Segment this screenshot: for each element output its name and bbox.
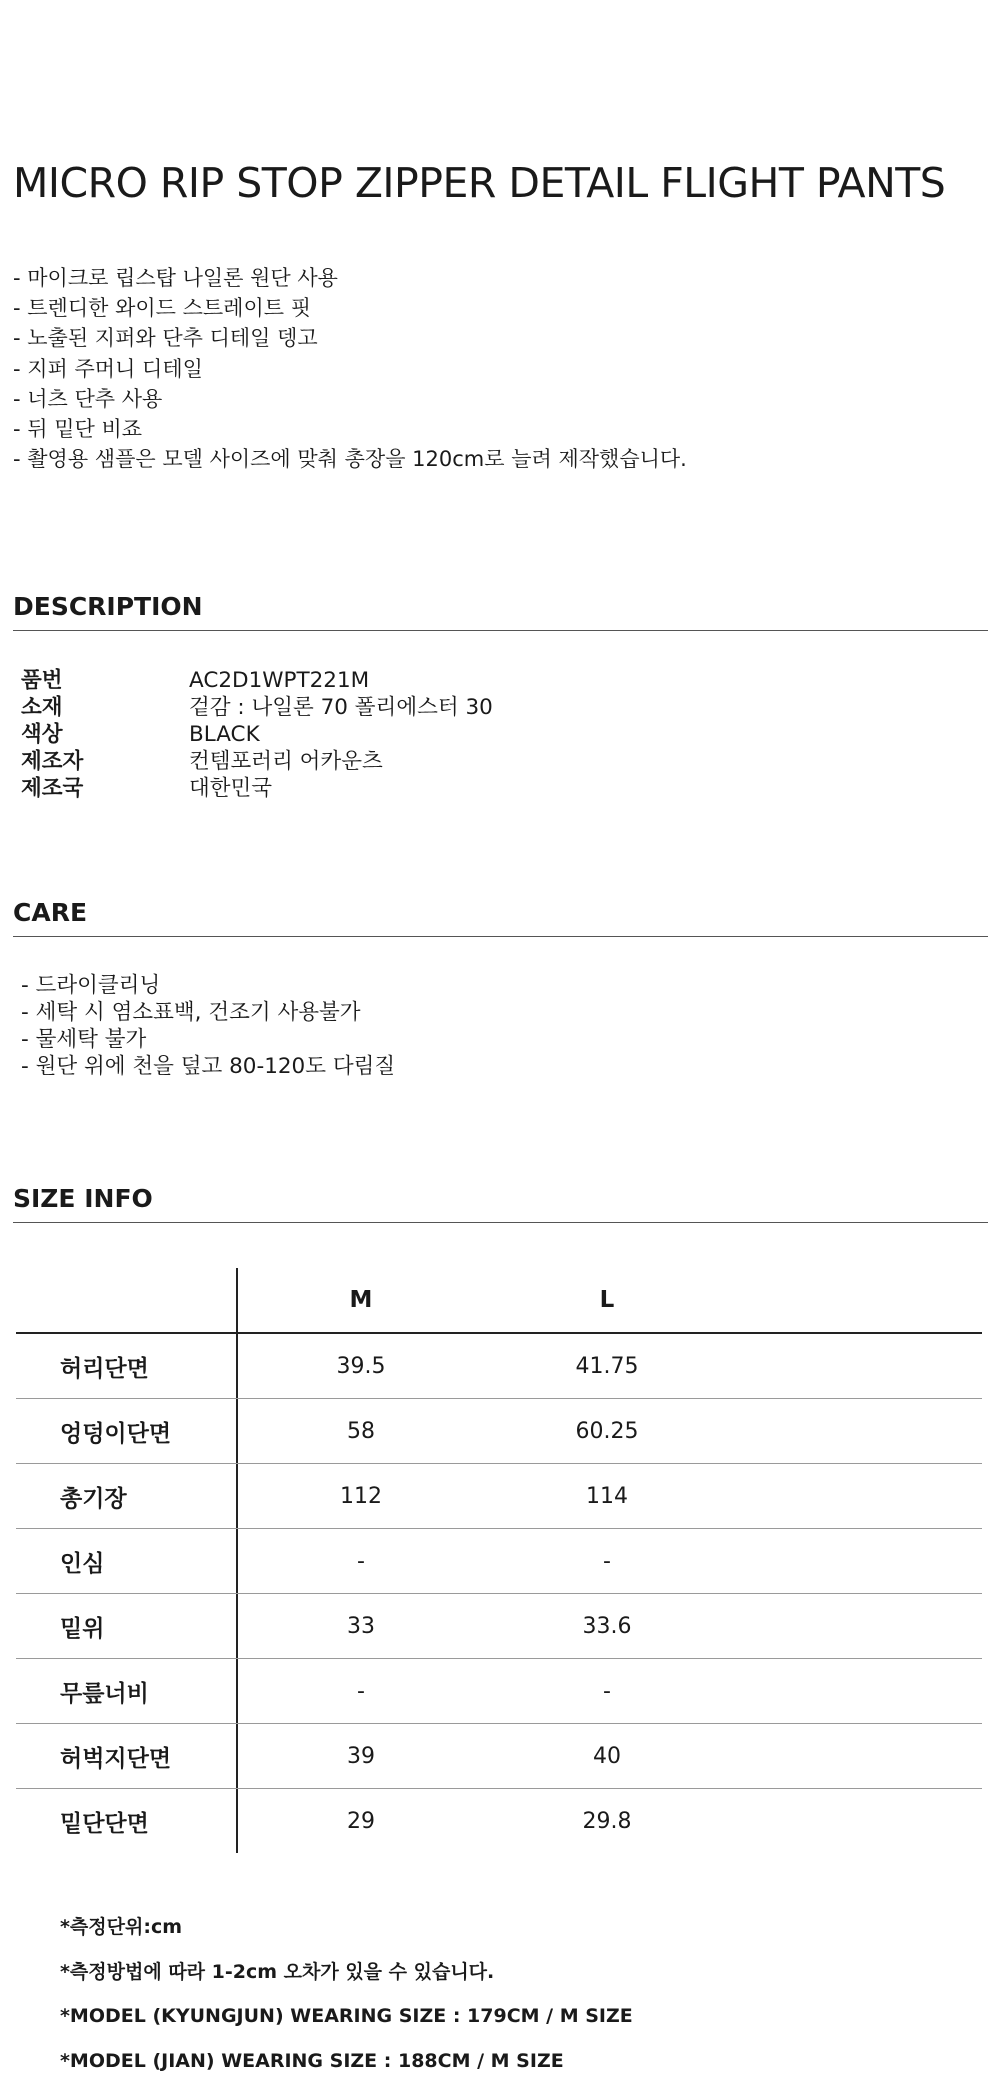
feature-item: - 지퍼 주머니 디테일	[13, 354, 687, 384]
feature-list	[13, 263, 687, 474]
size-value-m: 39	[238, 1744, 484, 1769]
measurement-label: 총기장	[16, 1464, 238, 1528]
table-row	[16, 1334, 982, 1399]
note-model-kyungjun: *MODEL (KYUNGJUN) WEARING SIZE : 179CM / M SIZE	[60, 1994, 633, 2039]
size-value-m: 112	[238, 1484, 484, 1509]
note-model-jian: *MODEL (JIAN) WEARING SIZE : 188CM / M SIZE	[60, 2039, 633, 2083]
product-title: MICRO RIP STOP ZIPPER DETAIL FLIGHT PANTS	[13, 158, 945, 208]
size-value-m: 29	[238, 1809, 484, 1834]
spec-row-manufacturer	[21, 748, 493, 775]
size-value-l: 41.75	[484, 1354, 730, 1379]
size-value-m: -	[238, 1679, 484, 1704]
size-value-l: 29.8	[484, 1809, 730, 1834]
spec-value: 컨템포러리 어카운츠	[189, 748, 383, 775]
spec-row-product-code	[21, 667, 493, 694]
table-row	[16, 1529, 982, 1594]
measurement-label: 허리단면	[16, 1334, 238, 1398]
measurement-label: 무릎너비	[16, 1659, 238, 1723]
table-row	[16, 1789, 982, 1853]
feature-item: - 촬영용 샘플은 모델 사이즈에 맞춰 총장을 120cm로 늘려 제작했습니다.	[13, 444, 687, 474]
table-row	[16, 1724, 982, 1789]
size-value-l: 60.25	[484, 1419, 730, 1444]
care-list	[21, 972, 395, 1080]
feature-item: - 트렌디한 와이드 스트레이트 핏	[13, 293, 687, 323]
size-value-l: 114	[484, 1484, 730, 1509]
spec-key: 제조자	[21, 748, 189, 775]
spec-key: 품번	[21, 667, 189, 694]
spec-value: AC2D1WPT221M	[189, 667, 369, 694]
size-value-l: -	[484, 1679, 730, 1704]
spec-key: 소재	[21, 694, 189, 721]
size-table-header	[16, 1268, 982, 1334]
note-tolerance: *측정방법에 따라 1-2cm 오차가 있을 수 있습니다.	[60, 1950, 633, 1995]
measurement-label: 엉덩이단면	[16, 1399, 238, 1463]
care-item: - 세탁 시 염소표백, 건조기 사용불가	[21, 999, 395, 1026]
feature-item: - 뒤 밑단 비죠	[13, 414, 687, 444]
size-notes	[60, 1905, 633, 2083]
size-table	[16, 1268, 982, 1853]
spec-value: BLACK	[189, 721, 260, 748]
size-value-l: -	[484, 1549, 730, 1574]
spec-row-color	[21, 721, 493, 748]
spec-key: 색상	[21, 721, 189, 748]
measurement-label: 밑위	[16, 1594, 238, 1658]
spec-value: 대한민국	[189, 775, 272, 802]
spec-row-material	[21, 694, 493, 721]
table-row	[16, 1464, 982, 1529]
spec-key: 제조국	[21, 775, 189, 802]
note-unit: *측정단위:cm	[60, 1905, 633, 1950]
spec-row-country	[21, 775, 493, 802]
feature-item: - 너츠 단추 사용	[13, 384, 687, 414]
size-info-heading: SIZE INFO	[13, 1184, 988, 1223]
size-value-l: 33.6	[484, 1614, 730, 1639]
table-row	[16, 1594, 982, 1659]
care-item: - 물세탁 불가	[21, 1026, 395, 1053]
care-item: - 원단 위에 천을 덮고 80-120도 다림질	[21, 1053, 395, 1080]
size-column-m: M	[238, 1287, 484, 1313]
feature-item: - 마이크로 립스탑 나일론 원단 사용	[13, 263, 687, 293]
care-heading: CARE	[13, 898, 988, 937]
measurement-label: 밑단단면	[16, 1789, 238, 1853]
feature-item: - 노출된 지퍼와 단추 디테일 뎅고	[13, 323, 687, 353]
size-value-l: 40	[484, 1744, 730, 1769]
size-value-m: 58	[238, 1419, 484, 1444]
size-value-m: 39.5	[238, 1354, 484, 1379]
measurement-label: 허벅지단면	[16, 1724, 238, 1788]
measurement-label: 인심	[16, 1529, 238, 1593]
table-row	[16, 1659, 982, 1724]
size-value-m: -	[238, 1549, 484, 1574]
table-row	[16, 1399, 982, 1464]
spec-value: 겉감 : 나일론 70 폴리에스터 30	[189, 694, 493, 721]
size-column-l: L	[484, 1287, 730, 1313]
description-heading: DESCRIPTION	[13, 592, 988, 631]
care-item: - 드라이클리닝	[21, 972, 395, 999]
size-value-m: 33	[238, 1614, 484, 1639]
size-header-label	[16, 1268, 238, 1332]
spec-list	[21, 667, 493, 802]
